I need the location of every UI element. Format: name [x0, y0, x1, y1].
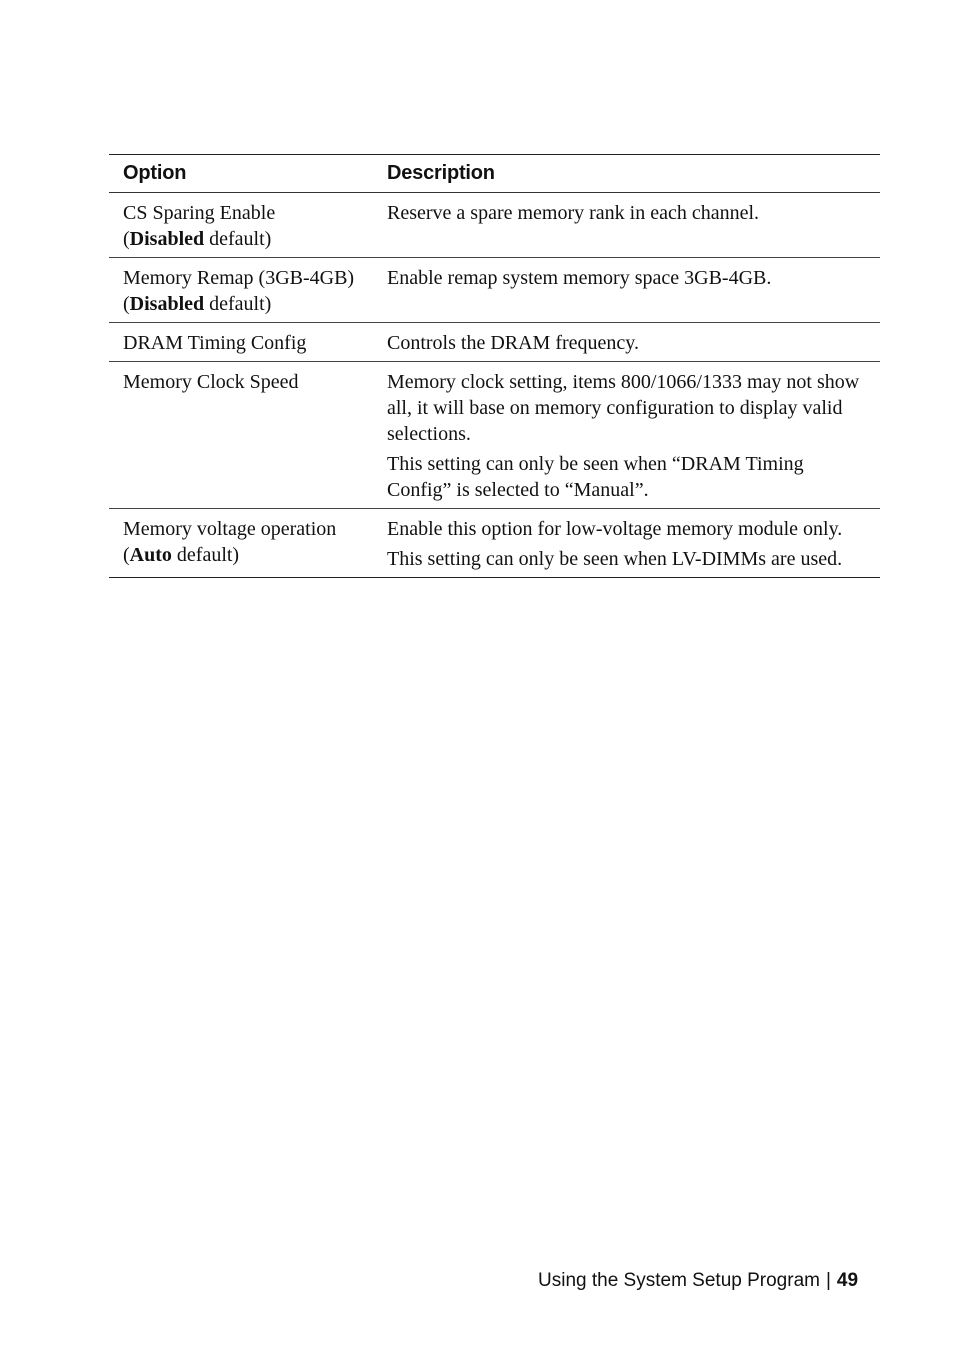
footer-separator: | — [825, 1270, 831, 1291]
table-row — [109, 323, 880, 362]
description-note: This setting can only be seen when LV-DIMMs are used. — [387, 548, 843, 570]
description-cell — [373, 509, 880, 578]
option-default: (Auto default) — [123, 544, 240, 566]
table-row — [109, 258, 880, 323]
default-value: Auto — [129, 544, 172, 566]
option-cell — [109, 193, 373, 258]
description-note: This setting can only be seen when “DRAM Timing Config” is selected to “Manual”. — [387, 453, 804, 501]
table-row — [109, 509, 880, 578]
option-default: (Disabled default) — [123, 293, 272, 315]
option-name: CS Sparing Enable — [123, 202, 276, 224]
option-name: Memory voltage operation — [123, 518, 337, 540]
default-value: Disabled — [129, 293, 205, 315]
option-name: Memory Remap (3GB-4GB) — [123, 267, 355, 289]
description-cell — [373, 362, 880, 509]
description-text: Enable this option for low-voltage memory module only. — [387, 518, 843, 540]
option-name: Memory Clock Speed — [123, 371, 299, 393]
description-text: Memory clock setting, items 800/1066/1333 may not show all, it will base on memory configuration to display valid selections. — [387, 371, 860, 445]
page-footer — [538, 1270, 858, 1292]
default-value: Disabled — [129, 228, 205, 250]
option-cell — [109, 509, 373, 578]
option-cell — [109, 258, 373, 323]
page-number: 49 — [836, 1270, 859, 1291]
description-text: Controls the DRAM frequency. — [387, 332, 639, 354]
table-row — [109, 362, 880, 509]
option-column-header: Option — [109, 155, 373, 193]
table-row — [109, 193, 880, 258]
footer-section-title: Using the System Setup Program — [538, 1270, 820, 1291]
option-cell — [109, 362, 373, 509]
description-column-header: Description — [373, 155, 880, 193]
description-text: Enable remap system memory space 3GB-4GB. — [387, 267, 772, 289]
description-cell — [373, 258, 880, 323]
description-cell — [373, 323, 880, 362]
option-default: (Disabled default) — [123, 228, 272, 250]
description-cell — [373, 193, 880, 258]
option-name: DRAM Timing Config — [123, 332, 307, 354]
option-cell — [109, 323, 373, 362]
options-table — [109, 154, 880, 578]
table-header-row — [109, 155, 880, 193]
description-text: Reserve a spare memory rank in each channel. — [387, 202, 760, 224]
